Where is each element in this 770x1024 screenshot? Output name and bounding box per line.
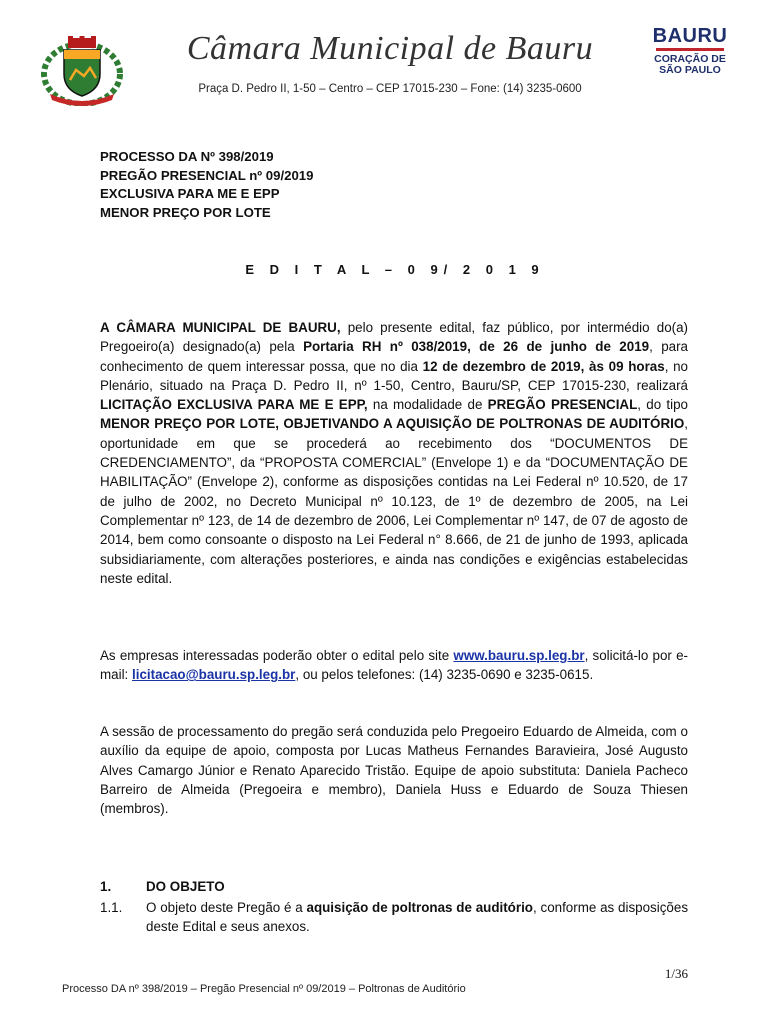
intro-bold-camara: A CÂMARA MUNICIPAL DE BAURU, bbox=[100, 320, 341, 335]
intro-text-3: , no Plenário, situado na Praça D. Pedro II, nº 1-50, Centro, Bauru/SP, CEP 17015-230, realizará bbox=[100, 358, 688, 393]
contact-text-3: , ou pelos telefones: (14) 3235-0690 e 3235-0615. bbox=[295, 667, 594, 683]
intro-text-4: na modalidade de bbox=[367, 397, 488, 413]
page-number: 1/36 bbox=[664, 966, 688, 981]
intro-bold-portaria: Portaria RH nº 038/2019, de 26 de junho de 2019 bbox=[303, 339, 650, 355]
bauru-logo bbox=[652, 26, 728, 104]
pregao-number: PREGÃO PRESENCIAL nº 09/2019 bbox=[100, 167, 314, 183]
intro-text-5: , do tipo bbox=[637, 397, 689, 413]
process-number: PROCESSO DA Nº 398/2019 bbox=[100, 149, 274, 164]
logo-word: BAURU bbox=[652, 25, 728, 47]
contact-text-1: As empresas interessadas poderão obter o edital pelo site bbox=[100, 648, 454, 663]
intro-text-6: , oportunidade em que se procederá ao recebimento dos “DOCUMENTOS DE CREDENCIAMENTO”, da “PROPOSTA COMERCIAL” (Envelope 1) e da “DOCUMENTAÇÃO DE HABILITAÇÃO” (Envelope 2), conforme as disposições contidas na Lei Federal nº 10.520, de 17 de julho de 2002, no Decreto Municipal nº 10.123, de 1º de dezembro de 2005, na Lei Complementar nº 123, de 14 de dezembro de 2006, Lei Complementar nº 147, de 07 de agosto de 2014, bem como consoante o disposto na Lei Federal n° 8.666, de 21 de junho de 1993, aplicada subsidiariamente, com alterações posteriores, e ainda nas condições e exigências estabelecidas neste edital. bbox=[100, 416, 688, 586]
intro-bold-exclusive: LICITAÇÃO EXCLUSIVA PARA ME E EPP, bbox=[100, 397, 368, 413]
section-1-1-text-c: , conforme as disposições deste Edital e seus anexos. bbox=[146, 900, 689, 935]
price-criterion: MENOR PREÇO POR LOTE bbox=[100, 204, 271, 220]
intro-paragraph bbox=[100, 318, 688, 588]
logo-red-bar bbox=[656, 48, 724, 51]
session-paragraph: A sessão de processamento do pregão será conduzida pelo Pregoeiro Eduardo de Almeida, com o auxílio da equipe de apoio, composta por Lucas Matheus Fernandes Baravieira, José Augusto Alves Camargo Júnior e Renato Aparecido Tristão. Equipe de apoio substituta: Daniela Pacheco Barreiro de Almeida (Pregoeira e membro), Daniela Huss e Eduardo de Souza Thiesen (membros). bbox=[100, 724, 688, 817]
header-title: Câmara Municipal de Bauru bbox=[186, 30, 594, 67]
section-1-1 bbox=[100, 898, 688, 937]
intro-bold-date: 12 de dezembro de 2019, às 09 horas bbox=[422, 358, 665, 374]
logo-line-2: SÃO PAULO bbox=[659, 64, 721, 76]
section-1-1-number: 1.1. bbox=[100, 900, 123, 915]
section-1-heading bbox=[100, 877, 688, 896]
intro-text-2: , para conhecimento de quem interessar possa, que no dia bbox=[100, 339, 688, 374]
section-1-1-bold: aquisição de poltronas de auditório bbox=[306, 900, 533, 915]
header-address: Praça D. Pedro II, 1-50 – Centro – CEP 17015-230 – Fone: (14) 3235-0600 bbox=[198, 83, 582, 95]
website-link[interactable]: www.bauru.sp.leg.br bbox=[453, 648, 585, 663]
email-link[interactable]: licitacao@bauru.sp.leg.br bbox=[132, 667, 296, 683]
section-1-1-text bbox=[146, 898, 688, 937]
section-1-number: 1. bbox=[100, 879, 112, 894]
logo-line-1: CORAÇÃO DE bbox=[654, 53, 726, 65]
coat-of-arms-icon bbox=[40, 34, 124, 106]
contact-paragraph bbox=[100, 646, 688, 685]
section-1-1-text-a: O objeto deste Pregão é a bbox=[146, 900, 307, 915]
page-footer: Processo DA nº 398/2019 – Pregão Presencial nº 09/2019 – Poltronas de Auditório bbox=[62, 983, 466, 995]
intro-bold-object: MENOR PREÇO POR LOTE, OBJETIVANDO A AQUISIÇÃO DE POLTRONAS DE AUDITÓRIO bbox=[100, 416, 685, 432]
process-info bbox=[100, 148, 313, 222]
intro-bold-pregao: PREGÃO PRESENCIAL bbox=[487, 397, 638, 413]
edital-title: E D I T A L – 0 9/ 2 0 1 9 bbox=[245, 262, 545, 277]
intro-text-1: pelo presente edital, faz público, por intermédio do(a) Pregoeiro(a) designado(a) pela bbox=[100, 320, 689, 355]
contact-text-2: , solicitá-lo por e-mail: bbox=[100, 648, 688, 683]
section-1-title: DO OBJETO bbox=[146, 879, 225, 894]
exclusive-note: EXCLUSIVA PARA ME E EPP bbox=[100, 186, 280, 201]
